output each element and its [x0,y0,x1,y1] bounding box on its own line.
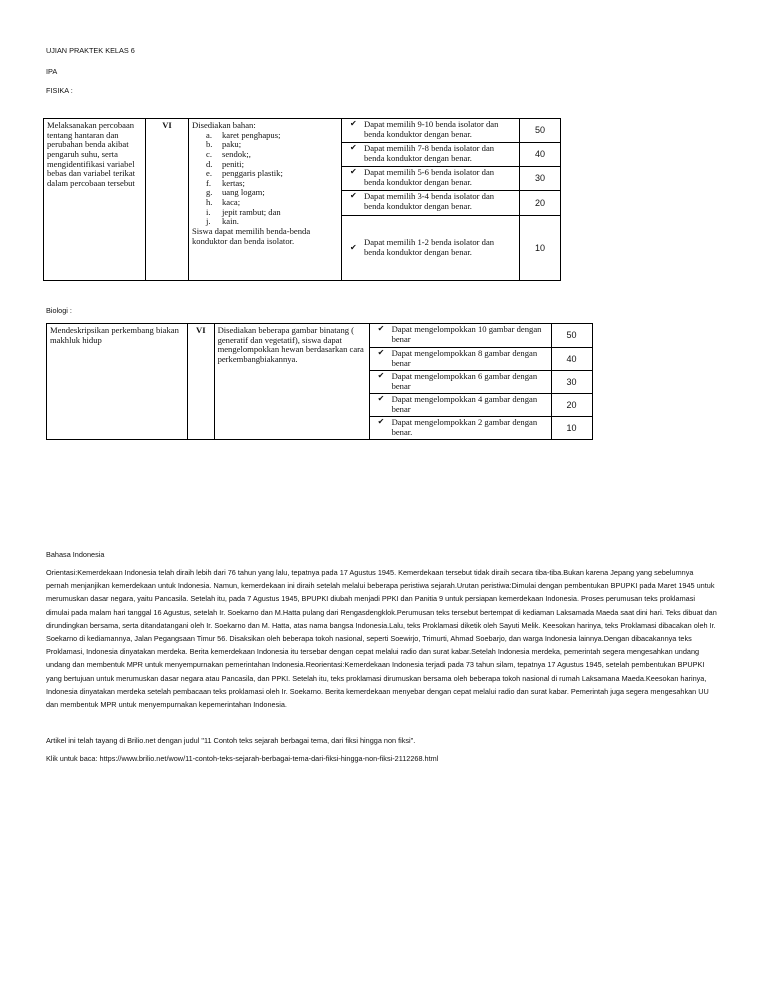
checkmark-icon: ✔ [377,324,385,333]
history-text-body: Orientasi:Kemerdekaan Indonesia telah diraih lebih dari 76 tahun yang lalu, tepatnya pada 17 Agustus 1945. Kemerdekaan tersebut tidak diraih secara tiba-tiba.Bukan karena Jepang yang sebelumnya pernah menjanjikan kemerdekaan untuk Indonesia. Namun, kemerdekaan ini diraih setelah melalui beberapa peristiwa sejarah.Urutan peristiwa:Dimulai dengan pembentukan BPUPKI pada Maret 1945 untuk merumuskan dasar negara, yaitu Pancasila. Setelah itu, pada 7 Agustus 1945, BPUPKI diubah menjadi PPKI dan Panitia 9 untuk persiapan kemerdekaan Indonesia. Proses perumusan teks proklamasi dimulai pada malam hari tanggal 16 Agustus, setelah Ir. Soekarno dan M.Hatta pulang dari Rengasdengklok.Perumusan teks tersebut bertempat di kediaman Laksamada Maeda saat dini hari. Teks dibuat dan dirundingkan bersama, serta ditandatangani oleh Ir. Soekarno dan M. Hatta, atas nama bangsa Indonesia.Lalu, teks Proklamasi diketik oleh Sayuti Melik. Keesokan harinya, teks Proklamasi dibacakan oleh Ir. Soekarno di kediamannya, Jalan Pegangsaan Timur 56. Disaksikan oleh beberapa tokoh nasional, seperti Soewirjo, Trimurti, Ahmad Soebarjo, dan warga Indonesia lainnya.Dengan dibacakannya teks Proklamasi, Indonesia dinyatakan merdeka. Berita kemerdekaan Indonesia itu tersebar dengan cepat melalui radio dan surat kabar.Setelah Indonesia merdeka, pemerintah segera mengesahkan undang undang dan membentuk MPR untuk menyempurnakan pemerintahan Indonesia.Reorientasi:Kemerdekaan Indonesia terjadi pada 73 tahun silam, tepatnya 17 Agustus 1945, setelah pembentukan BPUPKI yang bertujuan untuk merumuskan dasar negara atau Pancasila, dan PPKI. Setelah itu, teks proklamasi dirumuskan bersama oleh beberapa tokoh nasional di rumah Laksamana Maeda.Keesokan harinya, Indonesia dinyatakan merdeka setelah pembacaan teks proklamasi oleh Ir. Soekarno. Berita kemerdekaan menyebar dengan cepat melalui radio dan surat kabar. Pemerintah juga segera mengesahkan UU dan membentuk MPR untuk menyempurnakan kepemerintahan Indonesia. [46,568,717,710]
score-cell: 10 [551,417,592,439]
materials-list [192,131,338,227]
physics-competency: Melaksanakan percobaan tentang hantaran dan perubahan benda akibat pengaruh suhu, serta mengidentifikasi variabel bebas dan variabel terikat dalam percobaan tersebut [44,119,146,281]
checkmark-icon: ✔ [350,191,357,200]
criteria-row: ✔ Dapat mengelompokkan 8 gambar dengan benar 40 [370,348,592,371]
score-cell: 20 [519,191,560,215]
list-item: a. karet penghapus; [206,129,281,140]
biology-criteria [369,324,592,440]
biology-competency: Mendeskripsikan perkembang biakan makhluk hidup [47,324,188,440]
criteria-row: ✔ Dapat memilih 3-4 benda isolator dan benda konduktor dengan benar. 20 [342,191,560,216]
indonesian-label: Bahasa Indonesia [46,550,105,559]
score-cell: 20 [551,394,592,416]
list-item: b. paku; [206,139,242,150]
score-cell: 10 [519,216,560,280]
checkmark-icon: ✔ [377,371,385,380]
list-item: d. peniti; [206,158,244,169]
list-item: e. penggaris plastik; [206,168,283,179]
score-cell: 50 [551,324,592,347]
subject-label: IPA [46,67,58,76]
score-cell: 40 [519,143,560,166]
criteria-row: ✔ Dapat memilih 5-6 benda isolator dan benda konduktor dengan benar. 30 [342,167,560,191]
checkmark-icon: ✔ [377,394,385,403]
checkmark-icon: ✔ [377,417,385,426]
biology-grade: VI [188,324,215,440]
biology-task: Disediakan beberapa gambar binatang ( generatif dan vegetatif), siswa dapat mengelompokkan hewan berdasarkan cara perkembangbiakannya. [214,324,369,440]
list-item: i. jepit rambut; dan [206,206,281,217]
checkmark-icon: ✔ [350,143,357,152]
criteria-row: ✔ Dapat mengelompokkan 10 gambar dengan benar 50 [370,324,592,348]
criteria-row: ✔ Dapat memilih 7-8 benda isolator dan benda konduktor dengan benar. 40 [342,143,560,167]
source-note: Artikel ini telah tayang di Brilio.net dengan judul "11 Contoh teks sejarah berbagai tema, dari fiksi hingga non fiksi". [46,736,416,745]
list-item: f. kertas; [206,177,245,188]
list-item: h. kaca; [206,197,241,207]
physics-grade: VI [146,119,189,281]
list-item: g. uang logam; [206,187,265,198]
materials-intro: Disediakan bahan: [192,120,256,130]
score-cell: 40 [551,348,592,370]
physics-task [189,119,342,281]
list-item: c. sendok;, [206,148,251,159]
score-cell: 30 [551,371,592,393]
list-item: j. kain. [206,216,239,227]
criteria-row: ✔ Dapat mengelompokkan 2 gambar dengan benar. 10 [370,417,592,439]
criteria-row: ✔ Dapat mengelompokkan 6 gambar dengan benar 30 [370,371,592,394]
score-cell: 50 [519,119,560,142]
checkmark-icon: ✔ [350,167,357,176]
physics-instruction: Siswa dapat memilih benda-benda konduktor dan benda isolator. [192,225,311,246]
physics-rubric-table [43,118,561,281]
score-cell: 30 [519,167,560,190]
physics-criteria [342,119,561,281]
physics-label: FISIKA : [46,86,73,95]
biology-rubric-table [46,323,593,440]
criteria-row: ✔ Dapat memilih 1-2 benda isolator dan benda konduktor dengan benar. 10 [342,216,560,280]
checkmark-icon: ✔ [350,242,357,252]
source-link[interactable]: Klik untuk baca: https://www.brilio.net/wow/11-contoh-teks-sejarah-berbagai-tema-dari-fiksi-hingga-non-fiksi-2112268.html [46,754,439,763]
checkmark-icon: ✔ [350,119,357,128]
biology-label: Biologi : [46,306,72,315]
criteria-row: ✔ Dapat mengelompokkan 4 gambar dengan benar 20 [370,394,592,417]
criteria-row: ✔ Dapat memilih 9-10 benda isolator dan benda konduktor dengan benar. 50 [342,119,560,143]
exam-title: UJIAN PRAKTEK KELAS 6 [46,46,135,55]
checkmark-icon: ✔ [377,348,385,357]
